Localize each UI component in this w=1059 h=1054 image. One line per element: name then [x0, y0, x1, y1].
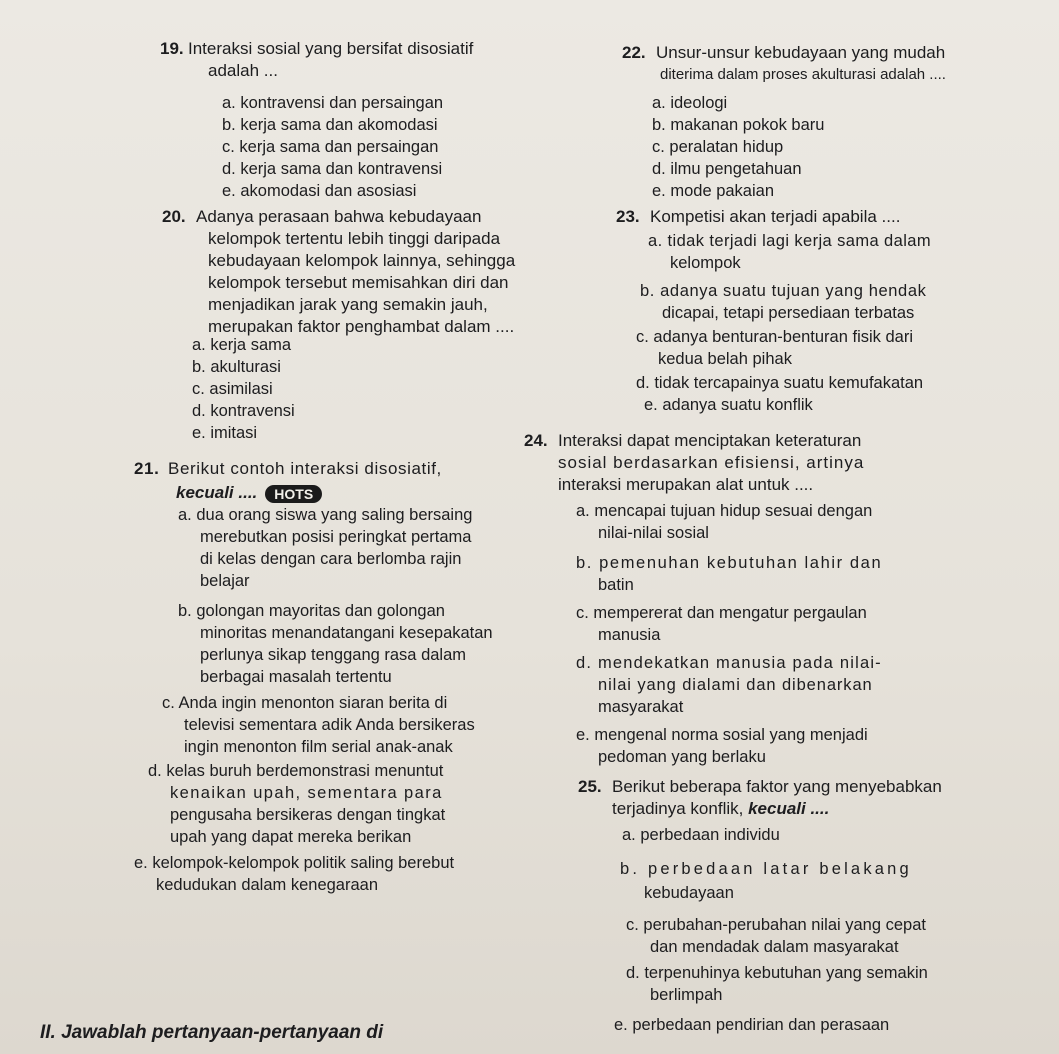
- question-kecuali-line: [176, 482, 322, 504]
- option-e-cont: kedudukan dalam kenegaraan: [156, 876, 379, 894]
- option-b: b. makanan pokok baru: [652, 116, 825, 134]
- question-text: Kompetisi akan terjadi apabila ....: [650, 207, 901, 226]
- option-a: a. dua orang siswa yang saling bersaing: [178, 506, 473, 524]
- option-d-cont: berlimpah: [650, 986, 723, 1004]
- question-text: Interaksi dapat menciptakan keteraturan: [558, 431, 862, 450]
- option-e-cont: pedoman yang berlaku: [598, 748, 766, 766]
- option-d-cont: kenaikan upah, sementara para: [170, 784, 443, 802]
- question-text-cont: terjadinya konflik,: [612, 799, 744, 818]
- option-b-cont: kebudayaan: [644, 884, 734, 902]
- option-a: a. kontravensi dan persaingan: [222, 94, 444, 112]
- question-number: 19.: [160, 39, 184, 58]
- question-23: [616, 206, 900, 228]
- option-d-cont: masyarakat: [598, 698, 684, 716]
- option-d: d. kontravensi: [192, 402, 295, 420]
- option-b-cont: minoritas menandatangani kesepakatan: [200, 624, 493, 642]
- option-d-cont: upah yang dapat mereka berikan: [170, 828, 412, 846]
- question-text-cont: menjadikan jarak yang semakin jauh,: [208, 295, 488, 314]
- question-24: [524, 430, 861, 452]
- option-d: d. kerja sama dan kontravensi: [222, 160, 443, 178]
- question-text: Interaksi sosial yang bersifat disosiatif: [188, 39, 474, 58]
- option-a-cont: merebutkan posisi peringkat pertama: [200, 528, 472, 546]
- option-c-cont: ingin menonton film serial anak-anak: [184, 738, 453, 756]
- option-c-cont: manusia: [598, 626, 661, 644]
- option-c: c. perubahan-perubahan nilai yang cepat: [626, 916, 926, 934]
- option-a: a. kerja sama: [192, 336, 292, 354]
- option-e: e. akomodasi dan asosiasi: [222, 182, 417, 200]
- question-text-cont: kelompok tersebut memisahkan diri dan: [208, 273, 509, 292]
- question-text: Adanya perasaan bahwa kebudayaan: [196, 207, 482, 226]
- option-d: d. tidak tercapainya suatu kemufakatan: [636, 374, 924, 392]
- question-number: 25.: [578, 777, 602, 796]
- option-c: c. kerja sama dan persaingan: [222, 138, 439, 156]
- option-b: b. akulturasi: [192, 358, 281, 376]
- question-21: [134, 458, 442, 480]
- option-c: c. mempererat dan mengatur pergaulan: [576, 604, 867, 622]
- option-a: a. tidak terjadi lagi kerja sama dalam: [648, 232, 931, 250]
- question-text: Unsur-unsur kebudayaan yang mudah: [656, 43, 946, 62]
- option-a: a. ideologi: [652, 94, 728, 112]
- option-c: c. peralatan hidup: [652, 138, 784, 156]
- option-b-cont: batin: [598, 576, 634, 594]
- option-c-cont: kedua belah pihak: [658, 350, 792, 368]
- question-text-cont: adalah ...: [208, 61, 278, 80]
- option-d: d. ilmu pengetahuan: [652, 160, 802, 178]
- option-b: b. golongan mayoritas dan golongan: [178, 602, 445, 620]
- option-b: b. pemenuhan kebutuhan lahir dan: [576, 554, 883, 572]
- option-d: d. mendekatkan manusia pada nilai-: [576, 654, 882, 672]
- question-number: 24.: [524, 431, 548, 450]
- question-25: [578, 776, 942, 798]
- option-b: b. kerja sama dan akomodasi: [222, 116, 438, 134]
- option-a: a. mencapai tujuan hidup sesuai dengan: [576, 502, 873, 520]
- option-a-cont: belajar: [200, 572, 250, 590]
- question-text-cont: kelompok tertentu lebih tinggi daripada: [208, 229, 501, 248]
- option-e: e. kelompok-kelompok politik saling berebut: [134, 854, 455, 872]
- question-text-cont: kebudayaan kelompok lainnya, sehingga: [208, 251, 516, 270]
- section-heading: II. Jawablah pertanyaan-pertanyaan di: [40, 1022, 384, 1043]
- question-text-cont: sosial berdasarkan efisiensi, artinya: [558, 453, 865, 472]
- kecuali-label: kecuali ....: [176, 483, 258, 502]
- kecuali-label: kecuali ....: [748, 799, 830, 818]
- option-b-cont: perlunya sikap tenggang rasa dalam: [200, 646, 467, 664]
- option-b-cont: dicapai, tetapi persediaan terbatas: [662, 304, 915, 322]
- question-number: 23.: [616, 207, 640, 226]
- option-c: c. asimilasi: [192, 380, 273, 398]
- question-20: [162, 206, 481, 228]
- option-e: e. mode pakaian: [652, 182, 775, 200]
- option-e: e. perbedaan pendirian dan perasaan: [614, 1016, 890, 1034]
- option-b-cont: berbagai masalah tertentu: [200, 668, 392, 686]
- question-kecuali-line: [612, 798, 829, 820]
- option-c: c. adanya benturan-benturan fisik dari: [636, 328, 914, 346]
- option-a-cont: nilai-nilai sosial: [598, 524, 709, 542]
- question-19: [160, 38, 473, 60]
- option-d-cont: nilai yang dialami dan dibenarkan: [598, 676, 873, 694]
- hots-badge: HOTS: [265, 485, 322, 503]
- question-text: Berikut contoh interaksi disosiatif,: [168, 459, 442, 478]
- question-number: 22.: [622, 43, 646, 62]
- question-text-cont: diterima dalam proses akulturasi adalah ....: [660, 66, 946, 83]
- option-d: d. terpenuhinya kebutuhan yang semakin: [626, 964, 928, 982]
- option-a: a. perbedaan individu: [622, 826, 780, 844]
- option-b: b. adanya suatu tujuan yang hendak: [640, 282, 927, 300]
- option-c-cont: televisi sementara adik Anda bersikeras: [184, 716, 475, 734]
- option-e: e. imitasi: [192, 424, 258, 442]
- question-text-cont: interaksi merupakan alat untuk ....: [558, 475, 814, 494]
- option-e: e. mengenal norma sosial yang menjadi: [576, 726, 868, 744]
- option-b: b. perbedaan latar belakang: [620, 860, 912, 878]
- option-a-cont: di kelas dengan cara berlomba rajin: [200, 550, 462, 568]
- option-e: e. adanya suatu konflik: [644, 396, 813, 414]
- question-22: [622, 42, 945, 64]
- option-c: c. Anda ingin menonton siaran berita di: [162, 694, 448, 712]
- option-d-cont: pengusaha bersikeras dengan tingkat: [170, 806, 446, 824]
- question-number: 21.: [134, 459, 160, 478]
- option-d: d. kelas buruh berdemonstrasi menuntut: [148, 762, 444, 780]
- option-a-cont: kelompok: [670, 254, 741, 272]
- question-number: 20.: [162, 207, 186, 226]
- question-text: Berikut beberapa faktor yang menyebabkan: [612, 777, 942, 796]
- question-text-cont: merupakan faktor penghambat dalam ....: [208, 317, 515, 336]
- option-c-cont: dan mendadak dalam masyarakat: [650, 938, 899, 956]
